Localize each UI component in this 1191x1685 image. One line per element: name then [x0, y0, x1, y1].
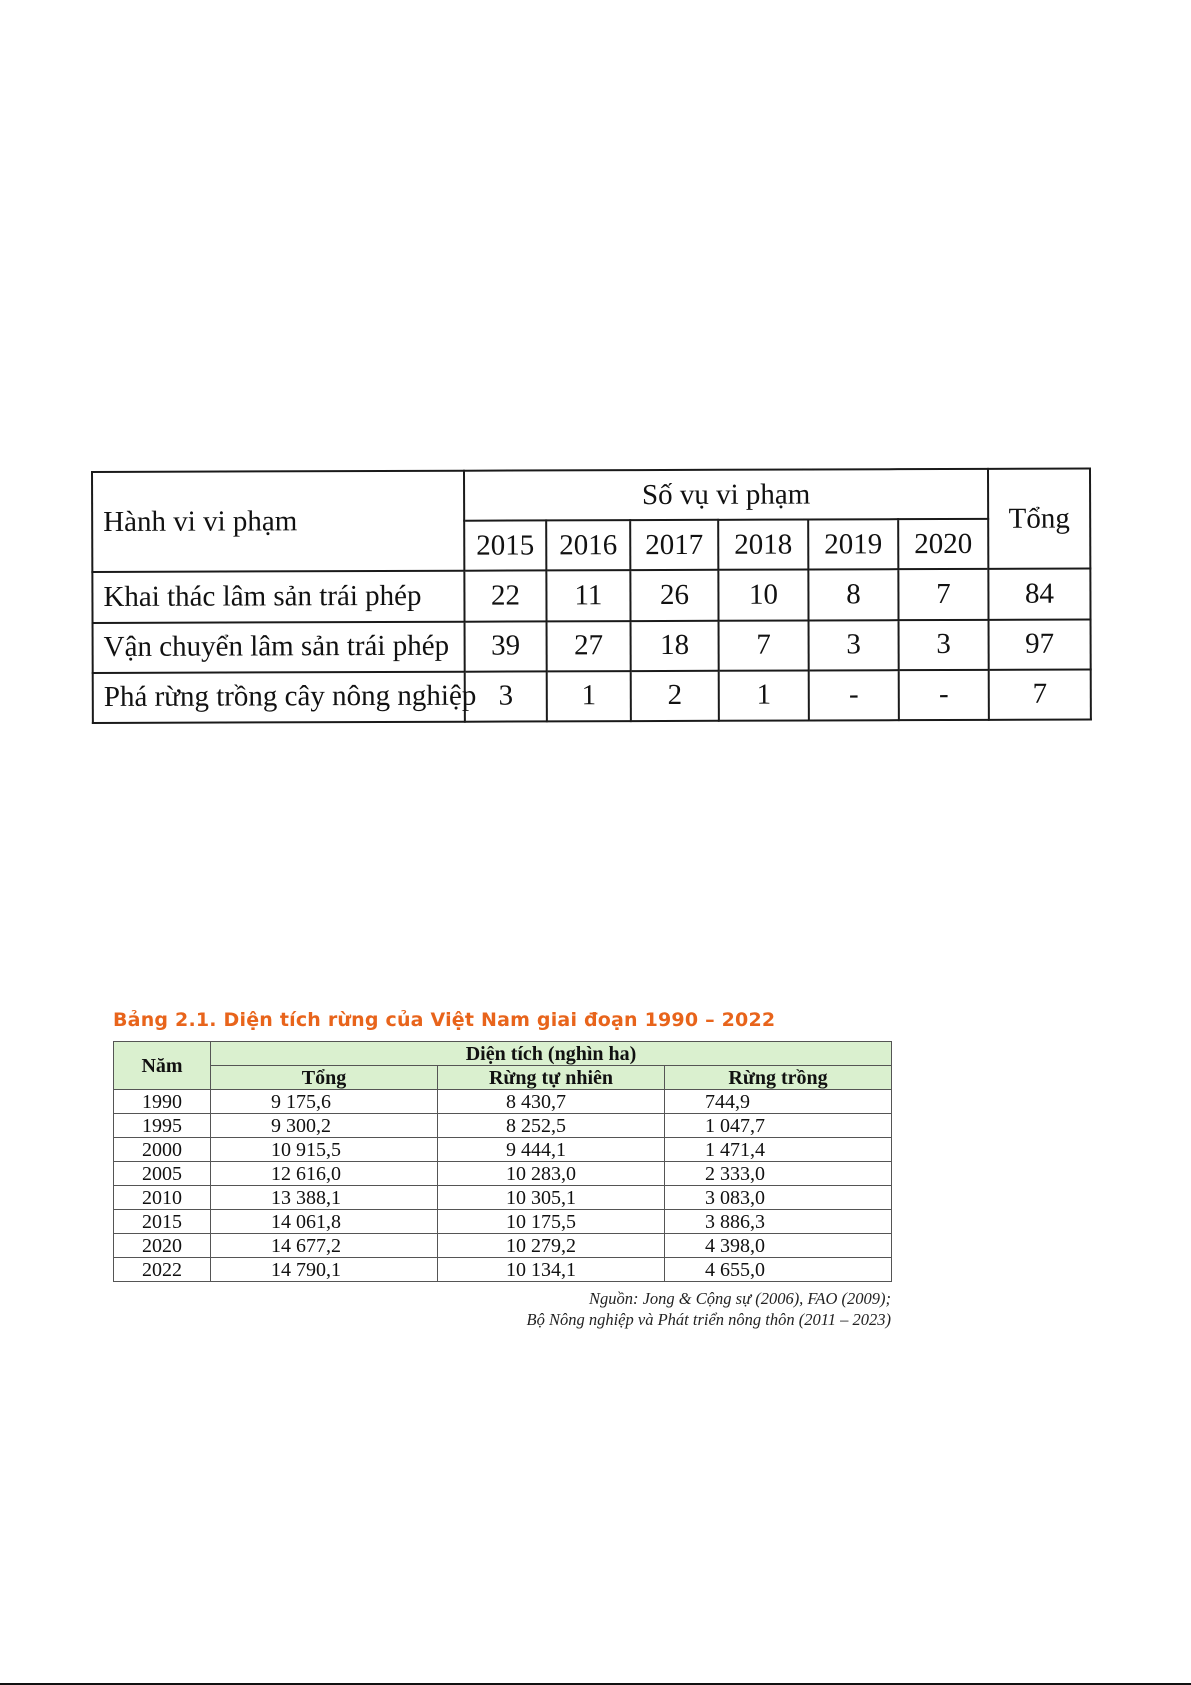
row-label: Vận chuyển lâm sản trái phép [93, 621, 465, 672]
table-cell: 3 [899, 619, 989, 670]
forest-area-section [113, 1007, 891, 1330]
source-note [113, 1288, 891, 1330]
total-cell: 9 175,6 [211, 1090, 438, 1114]
year-header: 2018 [718, 520, 808, 571]
year-header: 2020 [898, 519, 988, 570]
table-row [93, 669, 1091, 723]
violation-type-header: Hành vi vi phạm [92, 471, 464, 573]
table-cell: 22 [464, 571, 546, 621]
total-header: Tổng [988, 469, 1090, 570]
table-cell: 10 [718, 570, 808, 621]
table-row [114, 1114, 892, 1138]
table-caption: Bảng 2.1. Diện tích rừng của Việt Nam giai đoạn 1990 – 2022 [113, 1009, 776, 1031]
column-header-total: Tổng [211, 1066, 438, 1090]
source-line: Nguồn: Jong & Cộng sự (2006), FAO (2009); [588, 1289, 891, 1308]
row-label: Khai thác lâm sản trái phép [92, 571, 464, 622]
natural-cell: 10 283,0 [438, 1162, 665, 1186]
table-row [114, 1090, 892, 1114]
year-cell: 2005 [114, 1162, 211, 1186]
table-cell: 26 [630, 570, 718, 620]
table-cell: 8 [808, 570, 898, 621]
total-cell: 12 616,0 [211, 1162, 438, 1186]
table-cell: 1 [719, 670, 809, 721]
year-cell: 1990 [114, 1090, 211, 1114]
row-total: 84 [988, 569, 1090, 620]
year-cell: 2022 [114, 1258, 211, 1282]
area-group-header: Diện tích (nghìn ha) [211, 1042, 892, 1066]
natural-cell: 10 305,1 [438, 1186, 665, 1210]
table-cell: 3 [809, 620, 899, 671]
year-cell: 2010 [114, 1186, 211, 1210]
year-cell: 2000 [114, 1138, 211, 1162]
total-cell: 14 677,2 [211, 1234, 438, 1258]
planted-cell: 2 333,0 [665, 1162, 892, 1186]
total-cell: 10 915,5 [211, 1138, 438, 1162]
table-cell: - [809, 670, 899, 721]
year-header: 2015 [464, 521, 546, 571]
table-cell: 7 [898, 569, 988, 620]
table-cell: 3 [465, 671, 547, 722]
table-cell: 11 [546, 570, 630, 620]
forest-area-table [113, 1041, 892, 1282]
table-row [114, 1162, 892, 1186]
column-header-planted: Rừng trồng [665, 1066, 892, 1090]
planted-cell: 1 471,4 [665, 1138, 892, 1162]
planted-cell: 744,9 [665, 1090, 892, 1114]
year-header: 2019 [808, 519, 898, 570]
year-column-header: Năm [114, 1042, 211, 1090]
table-row [93, 619, 1091, 673]
planted-cell: 3 083,0 [665, 1186, 892, 1210]
planted-cell: 4 398,0 [665, 1234, 892, 1258]
table-row [114, 1138, 892, 1162]
year-header: 2016 [546, 520, 630, 570]
natural-cell: 10 175,5 [438, 1210, 665, 1234]
total-cell: 14 061,8 [211, 1210, 438, 1234]
row-label: Phá rừng trồng cây nông nghiệp [93, 671, 465, 723]
total-cell: 14 790,1 [211, 1258, 438, 1282]
violation-count-header: Số vụ vi phạm [464, 469, 988, 521]
table-row [114, 1258, 892, 1282]
row-total: 97 [989, 619, 1091, 670]
year-cell: 1995 [114, 1114, 211, 1138]
year-header: 2017 [630, 520, 718, 570]
planted-cell: 1 047,7 [665, 1114, 892, 1138]
source-line: Bộ Nông nghiệp và Phát triển nông thôn (2011 – 2023) [526, 1310, 891, 1329]
table-cell: 2 [631, 671, 719, 722]
table-cell: 18 [631, 620, 719, 670]
violations-table [91, 468, 1092, 724]
table-row [114, 1234, 892, 1258]
column-header-natural: Rừng tự nhiên [438, 1066, 665, 1090]
planted-cell: 4 655,0 [665, 1258, 892, 1282]
natural-cell: 9 444,1 [438, 1138, 665, 1162]
total-cell: 9 300,2 [211, 1114, 438, 1138]
table-cell: - [899, 670, 989, 721]
planted-cell: 3 886,3 [665, 1210, 892, 1234]
table-cell: 39 [465, 621, 547, 671]
table-cell: 1 [547, 671, 631, 722]
natural-cell: 10 134,1 [438, 1258, 665, 1282]
table-cell: 7 [719, 620, 809, 671]
table-row [114, 1210, 892, 1234]
year-cell: 2020 [114, 1234, 211, 1258]
year-cell: 2015 [114, 1210, 211, 1234]
natural-cell: 10 279,2 [438, 1234, 665, 1258]
total-cell: 13 388,1 [211, 1186, 438, 1210]
table-row [92, 569, 1090, 623]
natural-cell: 8 430,7 [438, 1090, 665, 1114]
natural-cell: 8 252,5 [438, 1114, 665, 1138]
table-cell: 27 [547, 621, 631, 671]
table-row [114, 1186, 892, 1210]
row-total: 7 [989, 669, 1091, 720]
